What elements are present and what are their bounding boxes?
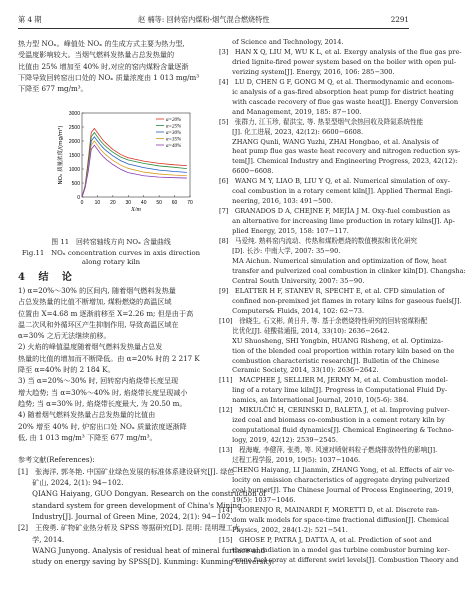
reference-line: namics, an International Journal, 2010, 10(5-6): 384. (219, 396, 409, 405)
body-text-line: 温二次风和外循环区产生抑制作用, 导致高温区域在 (18, 319, 179, 329)
reference-line: 19(5): 1037−1046. (219, 495, 296, 504)
reference-line: locity on emission characteristics of aggregate drying pulverized (219, 475, 450, 484)
body-text-line: 3) 当 α=20%～30% 时, 回转窑内焰烧带长度呈现 (18, 376, 179, 386)
body-text-line: 参考文献(References): (18, 455, 95, 465)
reference-line: computational fluid dynamics[J]. Chemical Engineering & Techno- (219, 426, 454, 435)
legend-entry: α=40% (166, 143, 182, 149)
y-axis-label: NOₓ 质量浓度/(mg/m³) (58, 125, 64, 185)
reference-line: of Science and Technology, 2014. (219, 38, 344, 46)
figure-caption-en-2: along rotary kiln (81, 258, 141, 266)
reference-line: [7] GRANADOS D A, CHEJNE F, MEJÍA J M. Oxy-fuel combustion as (219, 207, 451, 216)
reference-line: [4] LU D, CHEN G F, GONG M Q, et al. Thermodynamic and econom- (219, 77, 455, 86)
body-text-line: 下降至 677 mg/m³。 (18, 84, 88, 94)
left-column-top-text (18, 38, 204, 94)
reference-line: coal combustion in a rotary cement kiln[J]. Applied Thermal Engi- (219, 187, 453, 196)
body-text-line: [2] 王俊勇. 矿物矿业热分析及 SPSS 等据研究[D]. 昆明: 昆明理工大 (18, 523, 240, 533)
reference-line: MA Aichun. Numerical simulation and optimization of flow, heat (219, 256, 447, 265)
reference-line: combustion characteristic research[J]. Bulletin of the Chinese (219, 356, 440, 365)
reference-line: Computers& Fluids, 2014, 102: 62−73. (219, 306, 365, 315)
legend-entry: α=25% (166, 124, 182, 130)
x-tick-label: 30 (125, 200, 132, 206)
x-tick-label: 60 (171, 200, 178, 206)
y-tick-label: 2000 (68, 138, 80, 145)
reference-line: [6] WANG M Y, LIAO B, LIU Y Q, et al. Numerical simulation of oxy- (219, 177, 450, 186)
reference-line: [3] HAN X Q, LIU M, WU K L, et al. Exergy analysis of the flue gas pre- (219, 47, 462, 56)
reference-line: Physics, 2002, 284(1-2): 521−541. (219, 525, 348, 534)
figure-caption-en-1: Fig.11 NOₓ concentration curves in axis direction (21, 249, 201, 257)
reference-line: XU Shuosheng, SHI Yongbin, HUANG Risheng, et al. Optimiza- (219, 336, 444, 345)
body-text-line: study on energy saving by SPSS[D]. Kunming: Kunming University (18, 557, 273, 567)
body-text-line: 趋势; 当 α=30% 时, 焰烧带长度最大, 为 20.50 m。 (18, 398, 187, 408)
legend-entry: α=35% (166, 137, 182, 143)
reference-line: 6600−6608. (219, 167, 274, 176)
body-text-line: 热力型 NOₓ。峰值处 NOₓ 的生成方式主要为热力型, (18, 39, 185, 48)
body-text-line: 4) 随着烟气燃料发热量占总发热量的比值由 (18, 410, 156, 420)
body-text-line: 热量的比值的增加而不断降低。由 α=20% 时的 2 217 K (18, 353, 200, 363)
reference-line: ized coal and biomass co-combustion in a cement rotary kiln by (219, 416, 445, 425)
reference-line: [13] 程海庵, 李健萍, 张勇, 等. 风速对喷射料粒子燃烧排放特性的影响[J]. (219, 446, 438, 455)
body-text-line: 20% 增至 40% 时, 炉窑出口处 NOₓ 质量浓度逐渐降 (18, 421, 187, 431)
reference-line: [12] MIKULČIĆ H, CERINSKI D, BALETA J, et al. Improving pulver- (219, 406, 450, 415)
reference-line: [11] MACPHEE J, SELLIER M, JERMY M, et al. Combustion model- (219, 376, 448, 385)
reference-line: 过程工程学报, 2019, 19(5): 1037−1046. (219, 456, 361, 465)
body-text-line: 下降导致回转窑出口处的 NOₓ 质量浓度由 1 013 mg/m³ (18, 72, 200, 82)
body-text-line: 位置由 X=4.68 m 逐渐前移至 X=2.26 m; 但是由于高 (18, 308, 194, 318)
reference-line: CHENG Haiyang, LI Jianmin, ZHANG Yong, et al. Effects of air ve- (219, 465, 455, 474)
y-tick-label: 1000 (68, 166, 80, 173)
reference-line: heat pump flue gas waste heat recovery and nitrogen reduction sys- (219, 147, 461, 156)
reference-line: 比优化[J]. 硅酸盐通报, 2014, 33(10): 2636−2642. (219, 326, 390, 335)
body-text-line: 比值由 25% 增加至 40% 时,对应的窑内煤粉含量逐渐 (18, 61, 189, 71)
x-tick-label: 10 (94, 200, 101, 206)
reference-line: logy, 2019, 42(12): 2539−2545. (219, 436, 338, 445)
reference-line: ic analysis of a gas-fired absorption heat pump for district heating (219, 87, 454, 96)
reference-line: verizing system[J]. Energy, 2016, 106: 285−300. (219, 67, 395, 76)
reference-line: confined non-premixed jet flames in rotary kilns for gaseous fuels[J]. (219, 296, 462, 305)
reference-line: [J]. 化工进展, 2023, 42(12): 6600−6608. (219, 127, 364, 136)
reference-line: [8] 马爱纯. 熟料窑内流动、传热和煤粉燃烧的数值模拟和优化研究 (219, 237, 418, 246)
body-text-line: 低, 由 1 013 mg/m³ 下降至 677 mg/m³。 (18, 432, 157, 442)
reference-line: Ceramic Society, 2014, 33(10): 2636−2642. (219, 366, 379, 375)
body-text-line: 占总发热量的比值不断增加, 煤粉燃烧的高温区域 (18, 297, 172, 307)
page-header (18, 15, 409, 27)
reference-line: Central South University, 2007: 35−90. (219, 276, 365, 285)
reference-line: thermal radiation in a model gas turbine combustor burning ker- (219, 545, 450, 554)
reference-line: osene fuel spray at different swirl levels[J]. Combustion Theory and (219, 555, 459, 564)
x-tick-label: 50 (156, 200, 162, 206)
body-text-line: 2) 火焰的峰值温度随着烟气燃料发热量占总发 (18, 342, 163, 352)
x-axis-label: X/m (131, 207, 141, 213)
running-title: 赵 楠等: 回转窑内煤粉-烟气混合燃烧特性 (138, 15, 270, 24)
reference-line: dried lignite-fired power system based on the boiler with open pul- (219, 57, 457, 66)
y-tick-label: 500 (71, 180, 80, 187)
reference-line: ZHANG Qunli, WANG Yuzhi, ZHAI Hongbao, et al. Analysis of (219, 137, 439, 146)
body-text-line: 增大趋势; 当 α=30%～40% 时, 焰烧带长度呈现减小 (18, 387, 188, 397)
header-rule (18, 28, 409, 29)
reference-line: tion of the blended coal proportion within rotary kiln based on the (219, 346, 455, 355)
reference-line: tem[J]. Chemical Industry and Engineering Progress, 2023, 42(12): (219, 157, 458, 166)
reference-line: and Management, 2019, 185: 87−100. (219, 107, 362, 116)
body-text-line: QIANG Haiyang, GUO Dongyan. Research on the construction of (18, 489, 266, 499)
issue-number: 第 4 期 (18, 15, 42, 24)
body-text-line: 受温度影响较大。当烟气燃料发热量占总发热量的 (18, 50, 175, 60)
reference-line: [10] 徐晓生, 石文彬, 黄日升, 等. 基于余燃烧特性研究的回转窑煤粉配 (219, 316, 428, 325)
reference-line: [14] GORENJO R, MAINARDI F, MORETTI D, et al. Discrete ran- (219, 505, 440, 514)
body-text-line: 学, 2014. (18, 534, 65, 544)
reference-line: [15] GHOSE P, PATRA J, DATTA A, et al. Prediction of soot and (219, 535, 432, 544)
y-tick-label: 3000 (68, 110, 80, 117)
y-tick-label: 0 (77, 194, 80, 201)
reference-line: [D]. 长沙: 中南大学, 2007: 35−90. (219, 247, 341, 256)
x-tick-label: 0 (80, 200, 84, 206)
body-text-line: Industry[J]. Journal of Green Mine, 2024, 2(1): 94−102. (18, 511, 233, 521)
legend-entry: α=20% (166, 117, 182, 123)
reference-line: transfer and pulverized coal combustion in clinker kiln[D]. Changsha: (219, 266, 466, 275)
legend-entry: α=30% (166, 130, 182, 136)
reference-line: with cascade recovery of flue gas waste heat[J]. Energy Conversion (219, 97, 459, 106)
page-number: 2291 (390, 15, 409, 24)
body-text-line: standard system for green development of China's Mining (18, 500, 242, 510)
body-text-line: WANG Junyong. Analysis of residual heat of mineral furnace and (18, 545, 266, 555)
body-text-line: [1] 张海洋, 郭冬艳. 中国矿业绿色发展的标准体系建设研究[J]. 绿色 (18, 466, 235, 476)
nox-concentration-chart (56, 107, 196, 213)
reference-line: [5] 张群力, 江玉珍, 翟洪宝, 等. 热泵型烟气余热回收及降氮系统性能 (219, 117, 424, 126)
x-tick-label: 40 (140, 200, 147, 206)
reference-line: an alternative for increasing lime production in rotary kilns[J]. Ap- (219, 217, 455, 226)
y-tick-label: 1500 (68, 152, 80, 159)
right-column-references (219, 38, 466, 566)
body-text-line (18, 443, 204, 454)
y-tick-label: 2500 (68, 124, 80, 131)
reference-line: neering, 2016, 103: 491−500. (219, 197, 333, 206)
figure-caption-cn: 图 11 回转窑轴线方向 NOₓ 含量曲线 (51, 238, 171, 246)
reference-line: plied Energy, 2015, 158: 107−117. (219, 227, 349, 236)
body-text-line: α=30% 之后无法继续前移。 (18, 331, 111, 341)
reference-line: ling of a rotary lime kiln[J]. Progress in Computational Fluid Dy- (219, 386, 448, 395)
reference-line: dom walk models for space-time fractional diffusion[J]. Chemical (219, 515, 450, 524)
section-title-conclusions: 4 结 论 (18, 272, 77, 283)
body-text-line: 矿山, 2024, 2(1): 94−102. (18, 478, 124, 488)
body-text-line: 1) α=20%～30% 的区间内, 随着烟气燃料发热量 (18, 286, 176, 295)
body-text-line: 降至 α=40% 时的 2 184 K。 (18, 365, 115, 375)
x-tick-label: 70 (187, 200, 193, 206)
reference-line: coal burner[J]. The Chinese Journal of Process Engineering, 2019, (219, 485, 454, 494)
reference-line: [9] ELATTER H F, STANEV R, SPECHT E, et al. CFD simulation of (219, 286, 445, 295)
x-tick-label: 20 (110, 200, 116, 206)
